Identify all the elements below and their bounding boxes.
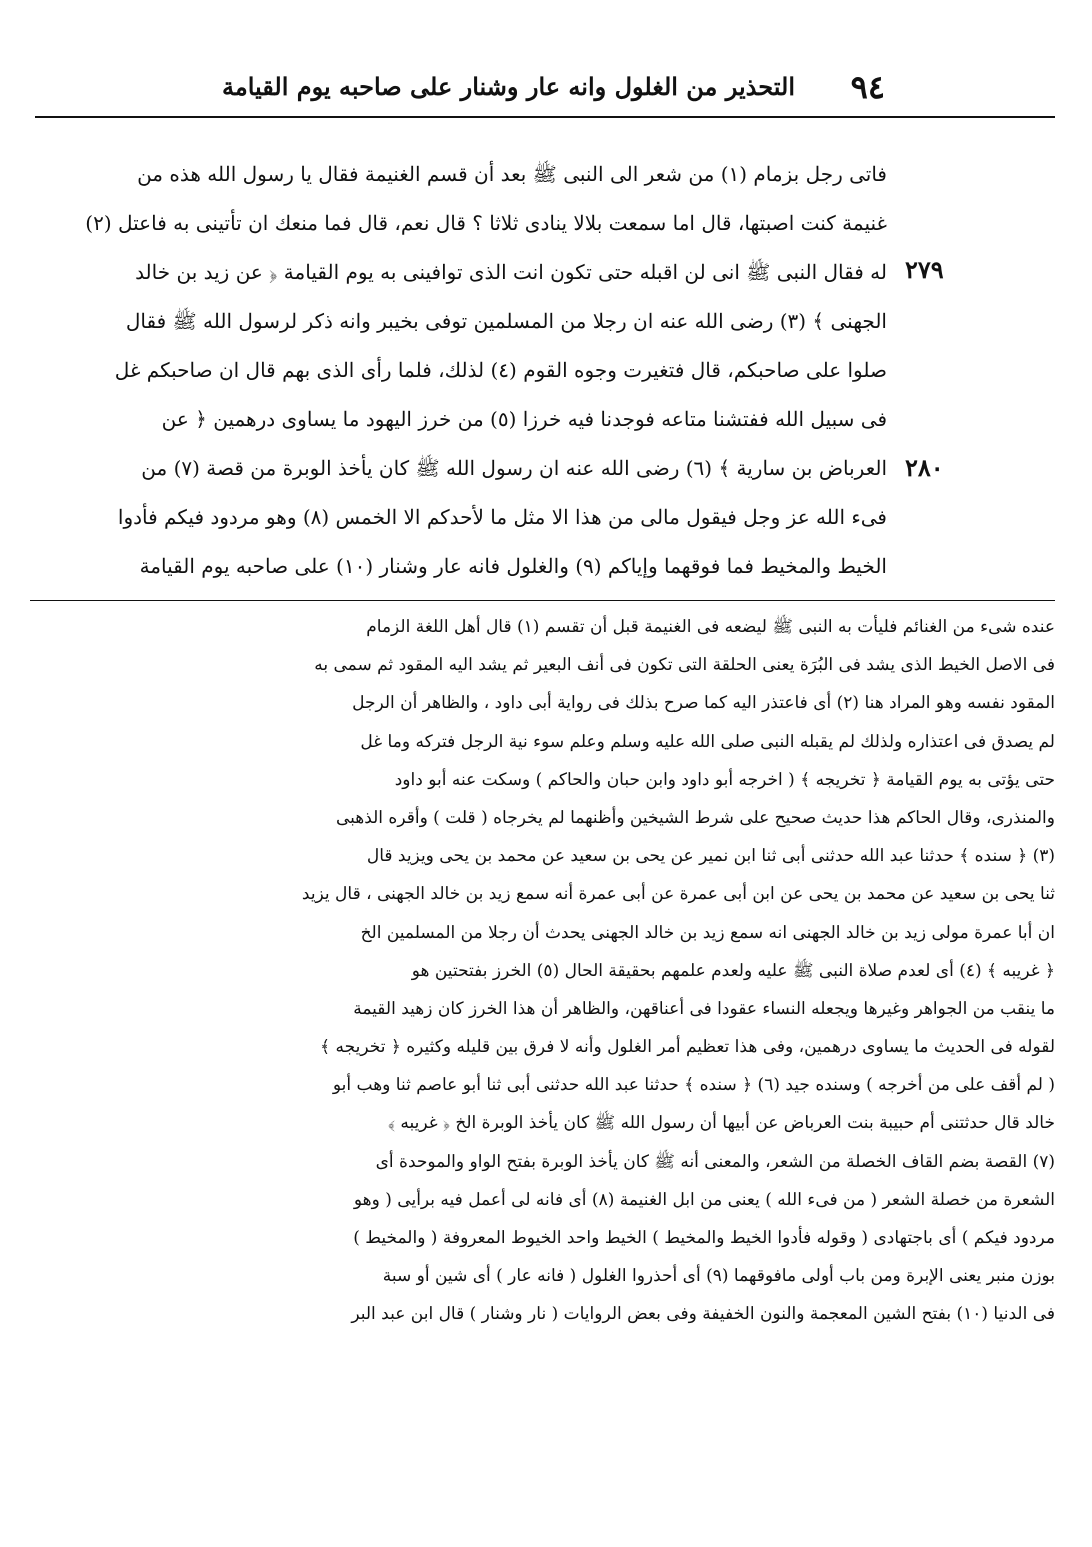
footnote-line: ان أبا عمرة مولى زيد بن خالد الجهنى انه سمع زيد بن خالد الجهنى يحدث أن رجلا من المسلمين الخ	[360, 922, 1055, 943]
main-text-line: غنيمة كنت اصبتها، قال اما سمعت بلالا ينادى ثلاثا ؟ قال نعم، قال فما منعك ان تأتينى به فاعتل (٢)	[85, 211, 887, 235]
main-text-line: صلوا على صاحبكم، قال فتغيرت وجوه القوم (٤) لذلك، فلما رأى الذى بهم قال ان صاحبكم غل	[114, 358, 887, 382]
running-title: التحذير من الغلول وانه عار وشنار على صاحبه يوم القيامة	[221, 72, 795, 101]
footnote-line: لم يصدق فى اعتذاره ولذلك لم يقبله النبى صلى الله عليه وسلم وعلم سوء نية الرجل فتركه وما غل	[360, 731, 1055, 752]
footnote-line: بوزن منبر يعنى الإبرة ومن باب أولى مافوقهما (٩) أى أحذروا الغلول ( فانه عار ) أى شين أو سبة	[382, 1266, 1055, 1287]
main-text-line: فى سبيل الله ففتشنا متاعه فوجدنا فيه خرزا (٥) من خرز اليهود ما يساوى درهمين ﴿ عن	[161, 407, 887, 431]
footnote-line: فى الاصل الخيط الذى يشد فى البُرَة يعنى الحلقة التى تكون فى أنف البعير ثم يشد اليه المقود ثم سمى به	[314, 655, 1055, 676]
page-number: ٩٤	[850, 68, 885, 106]
main-text-line: فىء الله عز وجل فيقول مالى من هذا الا مثل ما لأحدكم الا الخمس (٨) وهو مردود فيكم فأدوا	[117, 505, 887, 529]
footnote-line: ثنا يحى بن سعيد عن محمد بن يحى عن ابن أبى عمرة عن أبى عمرة أنه سمع زيد بن خالد الجهنى ، قال يزيد	[301, 884, 1055, 905]
page-header	[185, 66, 885, 106]
footnotes	[35, 608, 1055, 1334]
footnote-line: حتى يؤتى به يوم القيامة ﴿ تخريجه ﴾ ( اخرجه أبو داود وابن حبان والحاكم ) وسكت عنه أبو داود	[394, 769, 1055, 790]
footnote-line: ( لم أقف على من أخرجه ) وسنده جيد (٦) ﴿ سنده ﴾ حدثنا عبد الله حدثنى أبى ثنا أبو عاصم ثنا وهب أبو	[332, 1075, 1055, 1096]
footnote-line: والمنذرى، وقال الحاكم هذا حديث صحيح على شرط الشيخين وأظنهما لم يخرجاه ( قلت ) وأقره الذهبى	[335, 807, 1055, 828]
footnote-line: مردود فيكم ) أى باجتهادى ( وقوله فأدوا الخيط والمخيط ) الخيط واحد الخيوط المعروفة ( والمخيط )	[353, 1228, 1055, 1248]
footnote-line: (٣) ﴿ سنده ﴾ حدثنا عبد الله حدثنى أبى ثنا ابن نمير عن يحى بن سعيد عن محمد بن يحى ويزيد قال	[366, 846, 1055, 867]
main-text-line: العرباض بن سارية ﴾ (٦) رضى الله عنه ان رسول الله ﷺ كان يأخذ الوبرة من قصة (٧) من	[141, 456, 887, 480]
footnote-line: (٧) القصة بضم القاف الخصلة من الشعر، والمعنى أنه ﷺ كان يأخذ الوبرة بفتح الواو والموحدة أى	[375, 1151, 1055, 1172]
header-rule	[35, 116, 1055, 118]
footnote-line: ﴿ غريبه ﴾ (٤) أى لعدم صلاة النبى ﷺ عليه ولعدم علمهم بحقيقة الحال (٥) الخرز بفتحتين هو	[411, 960, 1055, 981]
main-text-line: الخيط والمخيط فما فوقهما وإياكم (٩) والغلول فانه عار وشنار (١٠) على صاحبه يوم القيامة	[139, 554, 887, 578]
main-text	[42, 150, 887, 591]
main-text-line: الجهنى ﴾ (٣) رضى الله عنه ان رجلا من المسلمين توفى بخيبر وانه ذكر لرسول الله ﷺ فقال	[125, 309, 887, 333]
hadith-number: ٢٨٠	[905, 453, 944, 482]
footnote-line: المقود نفسه وهو المراد هنا (٢) أى فاعتذر اليه كما صرح بذلك فى رواية أبى داود ، والظاهر أن الرجل	[352, 693, 1055, 714]
main-text-line: له فقال النبى ﷺ انى لن اقبله حتى تكون انت الذى توافينى به يوم القيامة ﴿ عن زيد بن خالد	[135, 260, 887, 284]
footnote-line: ما ينقب من الجواهر وغيرها ويجعله النساء عقودا فى أعناقهن، والظاهر أن هذا الخرز كان زهيد القيمة	[353, 998, 1055, 1019]
hadith-number: ٢٧٩	[905, 255, 944, 284]
footnote-line: عنده شىء من الغنائم فليأت به النبى ﷺ ليضعه فى الغنيمة قبل أن تقسم (١) قال أهل اللغة الزمام	[366, 617, 1055, 637]
footnote-line: الشعرة من خصلة الشعر ( من فىء الله ) يعنى من ابل الغنيمة (٨) أى فانه لى أعمل فيه برأيى ( وهو	[353, 1189, 1055, 1210]
footnote-line: فى الدنيا (١٠) بفتح الشين المعجمة والنون الخفيفة وفى بعض الروايات ( نار وشنار ) قال ابن عبد البر	[351, 1304, 1055, 1325]
footnote-rule	[30, 600, 1055, 601]
main-text-line: فاتى رجل بزمام (١) من شعر الى النبى ﷺ بعد أن قسم الغنيمة فقال يا رسول الله هذه من	[137, 162, 887, 186]
footnote-line: لقوله فى الحديث ما يساوى درهمين، وفى هذا تعظيم أمر الغلول وأنه لا فرق بين قليله وكثيره ﴿ تخريجه ﴾	[320, 1037, 1055, 1058]
footnote-line: خالد قال حدثتنى أم حبيبة بنت العرباض عن أبيها أن رسول الله ﷺ كان يأخذ الوبرة الخ ﴿ غريبه ﴾	[387, 1113, 1055, 1134]
